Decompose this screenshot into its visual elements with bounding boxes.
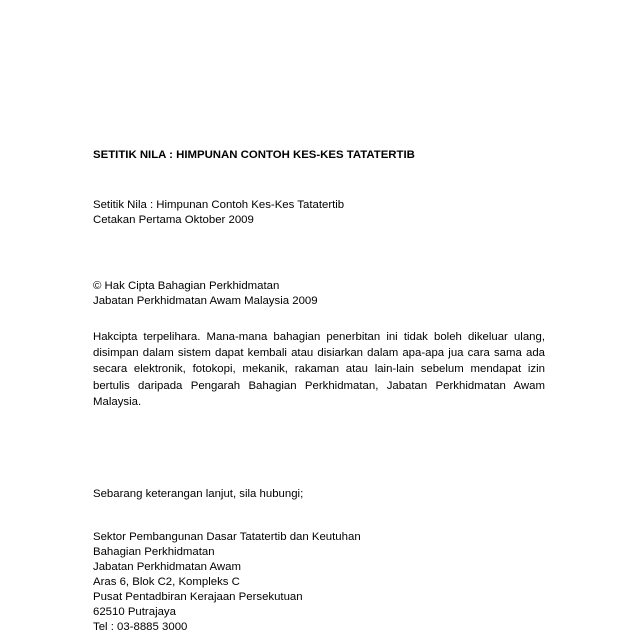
- copyright-line-1: © Hak Cipta Bahagian Perkhidmatan: [93, 280, 280, 292]
- publication-edition-line: Cetakan Pertama Oktober 2009: [93, 214, 254, 226]
- contact-address: [93, 530, 361, 620]
- rights-line-5: Malaysia.: [93, 395, 142, 408]
- rights-line-2: disimpan dalam sistem dapat kembali atau disiarkan dalam apa-apa jua cara sama ada: [93, 347, 545, 360]
- rights-line-4: bertulis daripada Pengarah Bahagian Perkhidmatan, Jabatan Perkhidmatan Awam: [93, 379, 545, 392]
- address-line-4: Aras 6, Blok C2, Kompleks C: [93, 576, 240, 588]
- address-line-2: Bahagian Perkhidmatan: [93, 546, 215, 558]
- inquiry-text: Sebarang keterangan lanjut, sila hubungi;: [93, 488, 304, 500]
- publication-info: [93, 198, 344, 228]
- document-title: SETITIK NILA : HIMPUNAN CONTOH KES-KES TATATERTIB: [93, 149, 415, 161]
- copyright-line-2: Jabatan Perkhidmatan Awam Malaysia 2009: [93, 295, 318, 307]
- address-line-1: Sektor Pembangunan Dasar Tatatertib dan Keutuhan: [93, 531, 361, 543]
- publication-title-line: Setitik Nila : Himpunan Contoh Kes-Kes Tatatertib: [93, 199, 345, 211]
- address-line-6: 62510 Putrajaya: [93, 606, 176, 618]
- rights-line-3: secara elektronik, fotokopi, mekanik, rakaman atau lain-lain sebelum mendapat izin: [93, 363, 545, 376]
- address-line-5: Pusat Pentadbiran Kerajaan Persekutuan: [93, 591, 303, 603]
- rights-paragraph: [93, 329, 545, 410]
- address-line-3: Jabatan Perkhidmatan Awam: [93, 561, 241, 573]
- copyright-notice: [93, 279, 318, 309]
- inquiry-line: [93, 487, 303, 502]
- telephone-line: [93, 620, 187, 635]
- telephone-text: Tel : 03-8885 3000: [93, 621, 188, 633]
- rights-line-1: Hakcipta terpelihara. Mana-mana bahagian penerbitan ini tidak boleh dikeluar ulang,: [93, 331, 545, 343]
